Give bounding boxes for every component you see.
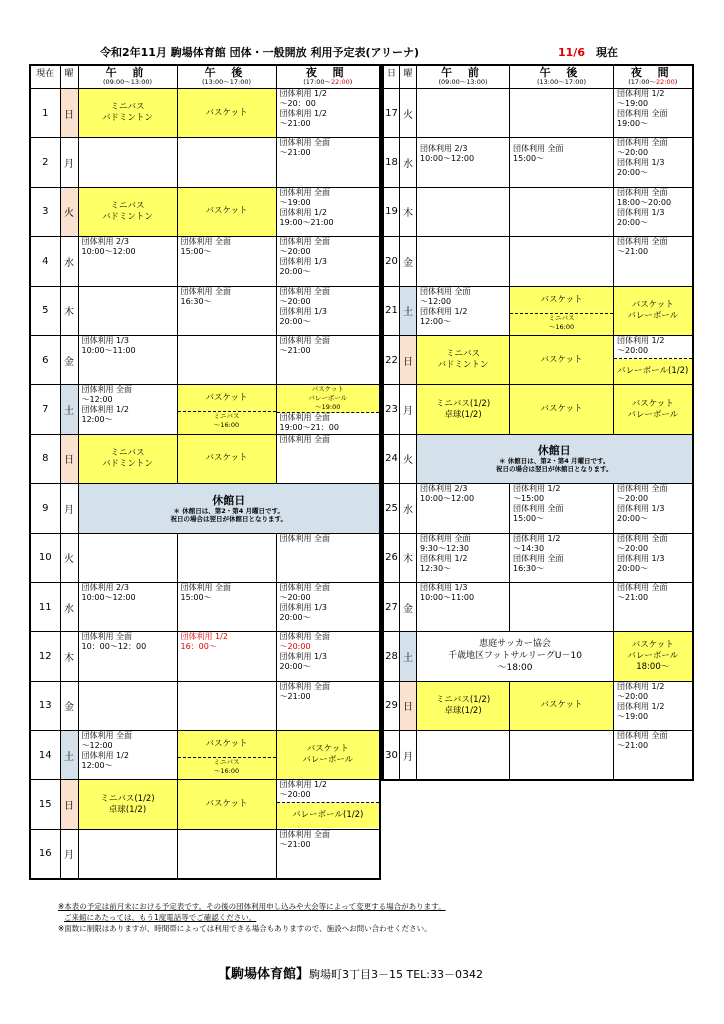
night-cell: 団体利用 全面 ～21:00 [276,335,380,384]
am-cell: 団体利用 全面 10：00～12：00 [78,632,177,681]
facility-address: 駒場町3丁目3－15 TEL:33－0342 [309,968,484,981]
note-line: ご来館にあたっては、もう1度電話等でご確認ください。 [64,913,257,922]
table-row [383,582,693,631]
weekday: 金 [60,681,78,730]
night-cell: バスケット バレーボール 18:00～ [614,632,693,681]
table-row [383,286,693,335]
table-row [383,187,693,236]
night-cell: 団体利用 全面 ～21:00 [614,237,693,286]
weekday: 火 [400,89,417,138]
day-number: 4 [30,237,60,286]
note-line: ※面数に制限はありますが、時間帯によっては利用できる場合もありますので、施設へお問い合わせください。 [58,924,432,933]
table-row [383,89,693,138]
night-cell: 団体利用 1/2 ～20:00 バレーボール(1/2) [276,780,380,829]
am-cell: 団体利用 全面 ～12:00 団体利用 1/2 12:00～ [78,385,177,434]
am-cell [417,187,510,236]
weekday: 月 [400,385,417,434]
night-cell: バスケット バレーボール [614,385,693,434]
weekday: 日 [60,434,78,483]
night-cell: 団体利用 1/2 ～20:00 バレーボール(1/2) [614,335,693,384]
night-cell: 団体利用 全面 ～21:00 [276,681,380,730]
am-cell: ミニバス バドミントン [78,89,177,138]
table-row [30,582,380,631]
table-row [30,138,380,187]
pm-cell: 団体利用 1/2 ～15:00 団体利用 全面 15:00～ [510,484,614,533]
table-row [30,385,380,434]
night-cell: バスケット バレーボール [276,731,380,780]
weekday: 土 [400,286,417,335]
am-cell: 団体利用 2/3 10:00～12:00 [78,582,177,631]
table-row [383,681,693,730]
weekday: 水 [400,138,417,187]
am-cell: ミニバス(1/2) 卓球(1/2) [417,681,510,730]
table-row [383,731,693,780]
day-number: 3 [30,187,60,236]
as-of-label: 現在 [595,46,618,59]
weekday: 日 [400,681,417,730]
facility-name: 【駒場体育館】 [218,967,310,982]
am-cell [78,681,177,730]
table-row [30,681,380,730]
am-cell: 団体利用 1/3 10:00～11:00 [417,582,510,631]
day-number: 21 [383,286,400,335]
pm-cell [177,335,276,384]
weekday: 金 [400,237,417,286]
day-number: 27 [383,582,400,631]
am-cell: ミニバス バドミントン [78,434,177,483]
pm-cell [510,582,614,631]
night-cell: 団体利用 1/2 ～20：00 団体利用 1/2 ～21:00 [276,89,380,138]
table-row [30,335,380,384]
note-line: ※本表の予定は前月末における予定表です。その後の団体利用申し込みや大会等によって変更する場合があります。 [58,902,446,911]
notes [58,901,446,934]
table-row [30,731,380,780]
weekday: 水 [60,582,78,631]
page-title: 令和2年11月 駒場体育館 団体・一般開放 利用予定表(アリーナ) [100,46,420,59]
pm-cell: バスケット [177,89,276,138]
pm-cell [177,533,276,582]
day-number: 17 [383,89,400,138]
am-cell: 団体利用 2/3 10:00～12:00 [417,484,510,533]
day-number: 7 [30,385,60,434]
day-number: 26 [383,533,400,582]
header-am: 午 前 (09:00～13:00) [78,65,177,89]
pm-cell [510,187,614,236]
day-number: 22 [383,335,400,384]
pm-cell: 団体利用 全面 15:00～ [510,138,614,187]
header-night: 夜 間 (17:00～22:00) [276,65,380,89]
day-number: 16 [30,829,60,878]
table-row [30,286,380,335]
am-cell [417,731,510,780]
night-cell: 団体利用 1/2 ～20:00 団体利用 1/2 ～19:00 [614,681,693,730]
table-row [30,829,380,878]
pm-cell: 団体利用 全面 15:00～ [177,237,276,286]
day-number: 14 [30,731,60,780]
day-number: 2 [30,138,60,187]
weekday: 日 [400,335,417,384]
day-number: 15 [30,780,60,829]
weekday: 木 [400,533,417,582]
pm-cell: バスケット [510,681,614,730]
pm-cell: バスケット [510,385,614,434]
pm-cell: バスケット [177,187,276,236]
day-number: 25 [383,484,400,533]
day-number: 24 [383,434,400,483]
day-number: 1 [30,89,60,138]
weekday: 土 [60,731,78,780]
pm-cell: バスケット ミニバス ～16:00 [510,286,614,335]
pm-cell: 団体利用 1/2 16：00～ [177,632,276,681]
table-row [383,434,693,483]
day-number: 6 [30,335,60,384]
night-cell: 団体利用 全面 ～19:00 団体利用 1/2 19:00～21:00 [276,187,380,236]
as-of-date-value: 11/6 [558,46,585,59]
weekday: 水 [60,237,78,286]
night-cell: 団体利用 全面 ～21:00 [614,582,693,631]
pm-cell [510,731,614,780]
pm-cell [510,237,614,286]
day-number: 28 [383,632,400,681]
table-row [383,484,693,533]
schedule-table-left [29,64,381,880]
table-row [30,780,380,829]
night-cell: 団体利用 全面 18:00～20:00 団体利用 1/3 20:00～ [614,187,693,236]
pm-cell [510,89,614,138]
weekday: 木 [60,632,78,681]
header-pm: 午 後 (13:00～17:00) [510,65,614,89]
day-number: 8 [30,434,60,483]
weekday: 月 [60,484,78,533]
footer [218,963,483,982]
pm-cell: 団体利用 全面 16:30～ [177,286,276,335]
weekday: 土 [400,632,417,681]
header-day: 日 [383,65,400,89]
night-cell: 団体利用 全面 ～20:00 団体利用 1/3 20:00～ [276,632,380,681]
pm-cell: 団体利用 1/2 ～14:30 団体利用 全面 16:30～ [510,533,614,582]
night-cell: 団体利用 全面 ～20:00 団体利用 1/3 20:00～ [614,138,693,187]
am-cell: 団体利用 全面 ～12:00 団体利用 1/2 12:00～ [417,286,510,335]
weekday: 月 [60,138,78,187]
pm-cell: バスケット ミニバス ～16:00 [177,731,276,780]
night-cell: 団体利用 1/2 ～19:00 団体利用 全面 19:00～ [614,89,693,138]
table-row [30,434,380,483]
weekday: 火 [400,434,417,483]
day-number: 5 [30,286,60,335]
header-current: 現在 [30,65,60,89]
am-cell: 団体利用 2/3 10:00～12:00 [78,237,177,286]
weekday: 金 [400,582,417,631]
pm-cell: バスケット [510,335,614,384]
pm-cell: バスケット [177,780,276,829]
weekday: 月 [60,829,78,878]
as-of-date [558,44,618,60]
closed-day-banner: 休館日 ＊ 休館日は、第2・第4 月曜日です。 祝日の場合は翌日が休館日となります。 [78,484,380,533]
table-row [30,632,380,681]
night-cell: 団体利用 全面 ～20:00 団体利用 1/3 20:00～ [276,237,380,286]
weekday: 土 [60,385,78,434]
weekday: 木 [60,286,78,335]
weekday: 火 [60,533,78,582]
event-cell: 恵庭サッカー協会 千歳地区フットサルリーグU－10 ～18:00 [417,632,614,681]
weekday: 日 [60,780,78,829]
night-cell: 団体利用 全面 ～20:00 団体利用 1/3 20:00～ [614,484,693,533]
am-cell: ミニバス バドミントン [417,335,510,384]
night-cell: 団体利用 全面 ～21:00 [614,731,693,780]
am-cell: 団体利用 1/3 10:00～11:00 [78,335,177,384]
am-cell [417,89,510,138]
header-am: 午 前 (09:00～13:00) [417,65,510,89]
table-row [383,335,693,384]
day-number: 9 [30,484,60,533]
day-number: 11 [30,582,60,631]
am-cell: ミニバス(1/2) 卓球(1/2) [78,780,177,829]
header-youbi: 曜 [60,65,78,89]
header-night: 夜 間 (17:00～22:00) [614,65,693,89]
am-cell [417,237,510,286]
night-cell: バスケット バレーボール ～19:00 団体利用 全面 19:00～21：00 [276,385,380,434]
pm-cell [177,681,276,730]
weekday: 金 [60,335,78,384]
am-cell: 団体利用 全面 ～12:00 団体利用 1/2 12:00～ [78,731,177,780]
weekday: 日 [60,89,78,138]
am-cell: 団体利用 2/3 10:00～12:00 [417,138,510,187]
night-cell: 団体利用 全面 ～20:00 団体利用 1/3 20:00～ [614,533,693,582]
day-number: 18 [383,138,400,187]
night-cell: 団体利用 全面 ～21:00 [276,829,380,878]
day-number: 12 [30,632,60,681]
am-cell [78,533,177,582]
am-cell: ミニバス バドミントン [78,187,177,236]
day-number: 29 [383,681,400,730]
table-row [30,533,380,582]
table-header [30,65,380,89]
table-header [383,65,693,89]
night-cell: 団体利用 全面 [276,533,380,582]
weekday: 火 [60,187,78,236]
table-row [383,237,693,286]
am-cell [78,138,177,187]
day-number: 20 [383,237,400,286]
day-number: 10 [30,533,60,582]
weekday: 水 [400,484,417,533]
day-number: 30 [383,731,400,780]
table-row [30,237,380,286]
table-row [383,533,693,582]
header-youbi: 曜 [400,65,417,89]
table-row [383,632,693,681]
night-cell: バスケット バレーボール [614,286,693,335]
night-cell: 団体利用 全面 [276,434,380,483]
header-pm: 午 後 (13:00～17:00) [177,65,276,89]
table-row [30,484,380,533]
am-cell [78,286,177,335]
night-cell: 団体利用 全面 ～20:00 団体利用 1/3 20:00～ [276,582,380,631]
am-cell: 団体利用 全面 9:30～12:30 団体利用 1/2 12:30～ [417,533,510,582]
pm-cell: 団体利用 全面 15:00～ [177,582,276,631]
am-cell [78,829,177,878]
weekday: 木 [400,187,417,236]
am-cell: ミニバス(1/2) 卓球(1/2) [417,385,510,434]
pm-cell: バスケット ミニバス ～16:00 [177,385,276,434]
day-number: 23 [383,385,400,434]
pm-cell [177,138,276,187]
pm-cell: バスケット [177,434,276,483]
day-number: 13 [30,681,60,730]
day-number: 19 [383,187,400,236]
pm-cell [177,829,276,878]
table-row [383,138,693,187]
table-row [383,385,693,434]
night-cell: 団体利用 全面 ～20:00 団体利用 1/3 20:00～ [276,286,380,335]
table-row [30,89,380,138]
night-cell: 団体利用 全面 ～21:00 [276,138,380,187]
table-row [30,187,380,236]
closed-day-banner: 休館日 ＊ 休館日は、第2・第4 月曜日です。 祝日の場合は翌日が休館日となります。 [417,434,693,483]
weekday: 月 [400,731,417,780]
schedule-table-right [381,64,694,781]
